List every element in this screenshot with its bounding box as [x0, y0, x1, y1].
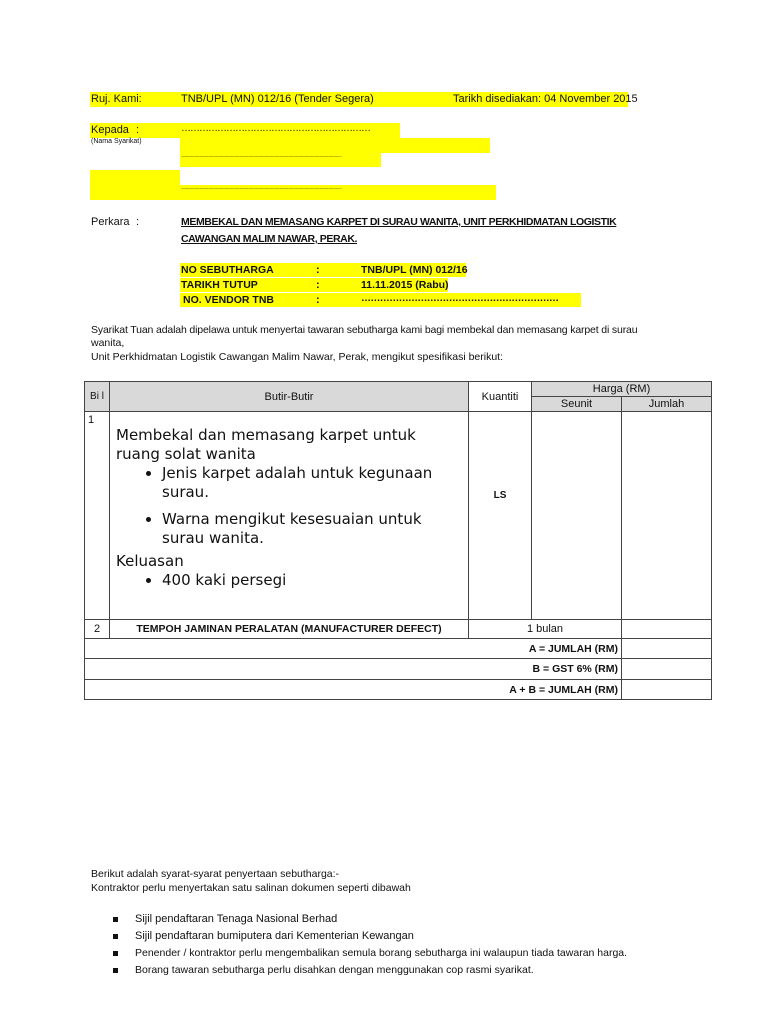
- header-harga: Harga (RM): [532, 382, 712, 397]
- vendor-tnb-value: ………………………………………………………: [361, 293, 559, 304]
- square-bullet-icon: [113, 951, 118, 956]
- vendor-tnb-label: NO. VENDOR TNB: [183, 294, 275, 306]
- row1-seunit: [532, 412, 622, 620]
- no-sebutharga-colon: :: [316, 264, 320, 276]
- syarat-line1: Berikut adalah syarat-syarat penyertaan sebutharga:-: [91, 868, 340, 880]
- tarikh-tutup-label: TARIKH TUTUP: [181, 279, 258, 291]
- square-bullet-icon: [113, 968, 118, 973]
- row1-kuantiti: LS: [469, 412, 532, 620]
- kepada-line3: ……………………………………………………………………………………: [181, 185, 341, 191]
- header-seunit: Seunit: [532, 397, 622, 412]
- no-sebutharga-label: NO SEBUTHARGA: [181, 264, 274, 276]
- total-a-label: A = JUMLAH (RM): [85, 639, 622, 659]
- syarat-line2: Kontraktor perlu menyertakan satu salinan dokumen seperti dibawah: [91, 882, 411, 894]
- kepada-line2: ……………………………………………………………………………………: [181, 153, 341, 159]
- row1-bullets-a: [116, 464, 462, 548]
- square-bullet-icon: [113, 934, 118, 939]
- row2-bil: 2: [85, 620, 110, 639]
- list-item: [113, 945, 627, 962]
- square-bullet-icon: [113, 917, 118, 922]
- row1-desc-text: Membekal dan memasang karpet untuk ruang solat wanita: [116, 426, 416, 463]
- row2-jumlah: [622, 620, 712, 639]
- requirement-text: Sijil pendaftaran bumiputera dari Kementerian Kewangan: [135, 930, 414, 942]
- list-item: [113, 911, 627, 928]
- row1-jumlah: [622, 412, 712, 620]
- kepada-sublabel: (Nama Syarikat): [91, 138, 142, 145]
- requirement-text: Penender / kontraktor perlu mengembalikan semula borang sebutharga ini walaupun tiada tawaran harga.: [135, 947, 628, 959]
- table-row: [85, 659, 712, 680]
- kepada-line1: ………………………………………………………: [181, 123, 370, 134]
- perkara-line1: MEMBEKAL DAN MEMASANG KARPET DI SURAU WANITA, UNIT PERKHIDMATAN LOGISTIK: [181, 216, 617, 228]
- perkara-line2: CAWANGAN MALIM NAWAR, PERAK.: [181, 233, 358, 245]
- row1-bil: 1: [85, 412, 110, 620]
- total-ab-label: A + B = JUMLAH (RM): [85, 680, 622, 700]
- tarikh-tutup-value: 11.11.2015 (Rabu): [361, 279, 449, 291]
- intro-line2: wanita,: [91, 337, 125, 349]
- perkara-colon: :: [136, 216, 140, 228]
- list-item: • Warna mengikut kesesuaian untuk surau wanita.: [162, 510, 462, 548]
- table-row: [85, 620, 712, 639]
- total-b-label: B = GST 6% (RM): [85, 659, 622, 680]
- row1-keluasan: Keluasan: [116, 552, 184, 570]
- table-row: [85, 412, 712, 620]
- requirements-list: [113, 911, 627, 979]
- row2-kuantiti: 1 bulan: [469, 620, 622, 639]
- quotation-table: [84, 381, 712, 700]
- kepada-colon: :: [136, 124, 140, 136]
- list-item: • 400 kaki persegi: [162, 571, 462, 590]
- kepada-highlight-left2: [90, 170, 180, 200]
- row1-bullets-b: [116, 571, 462, 590]
- no-sebutharga-value: TNB/UPL (MN) 012/16: [361, 264, 468, 276]
- tarikh-tutup-colon: :: [316, 279, 320, 291]
- table-row: [85, 639, 712, 659]
- table-row: [85, 680, 712, 700]
- list-item: [113, 928, 627, 945]
- requirement-text: Sijil pendaftaran Tenaga Nasional Berhad: [135, 913, 338, 925]
- list-item: • Jenis karpet adalah untuk kegunaan surau.: [162, 464, 462, 502]
- intro-line1: Syarikat Tuan adalah dipelawa untuk menyertai tawaran sebutharga kami bagi membekal dan memasang karpet di surau: [91, 324, 638, 336]
- list-item: [113, 962, 627, 979]
- total-ab-value: [622, 680, 712, 700]
- kepada-highlight-line1b: [180, 138, 490, 153]
- requirement-text: Borang tawaran sebutharga perlu disahkan dengan menggunakan cop rasmi syarikat.: [135, 964, 534, 976]
- perkara-label: Perkara: [91, 216, 130, 228]
- row2-desc: TEMPOH JAMINAN PERALATAN (MANUFACTURER DEFECT): [110, 620, 469, 639]
- header-kuantiti: Kuantiti: [469, 382, 532, 412]
- kepada-label: Kepada: [91, 124, 129, 136]
- total-b-value: [622, 659, 712, 680]
- tarikh-disediakan: Tarikh disediakan: 04 November 2015: [453, 93, 638, 105]
- ruj-label: Ruj. Kami:: [91, 93, 142, 105]
- total-a-value: [622, 639, 712, 659]
- ruj-value: TNB/UPL (MN) 012/16 (Tender Segera): [181, 93, 374, 105]
- header-butir: Butir-Butir: [110, 382, 469, 412]
- row1-description: [110, 412, 469, 620]
- vendor-tnb-colon: :: [316, 294, 320, 306]
- intro-line3: Unit Perkhidmatan Logistik Cawangan Malim Nawar, Perak, mengikut spesifikasi berikut:: [91, 351, 504, 363]
- header-bil: Bi l: [85, 382, 110, 412]
- header-jumlah: Jumlah: [622, 397, 712, 412]
